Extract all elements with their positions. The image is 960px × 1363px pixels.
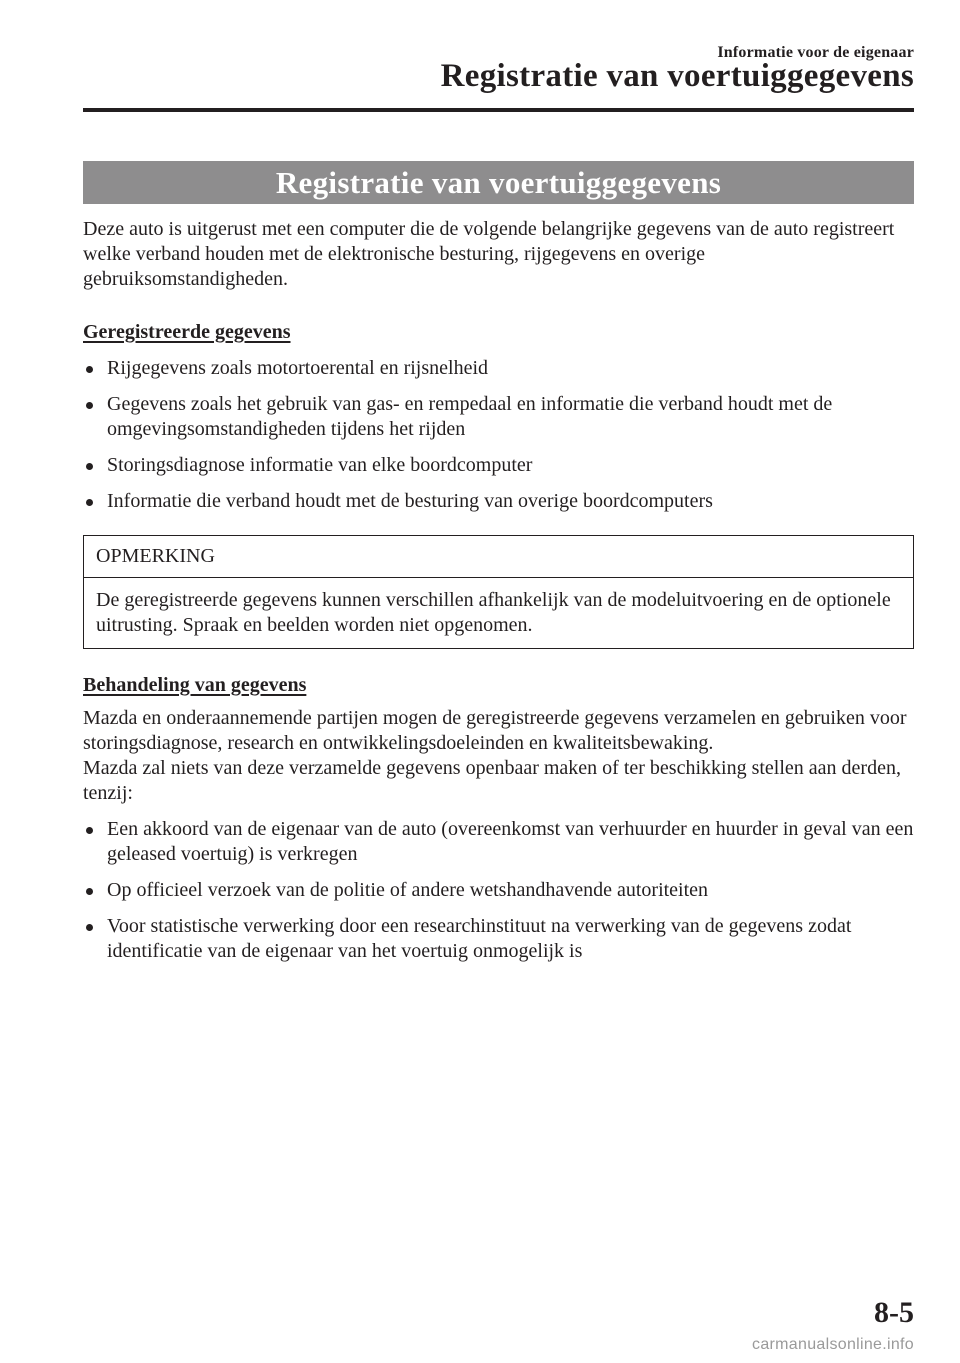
list-item: Rijgegevens zoals motortoerental en rijsnelheid <box>83 356 914 381</box>
section-banner: Registratie van voertuiggegevens <box>83 161 914 204</box>
chapter-header: Informatie voor de eigenaar <box>717 44 914 61</box>
list-item: Voor statistische verwerking door een researchinstituut na verwerking van de gegevens zodat identificatie van de eigenaar van het voertuig onmogelijk is <box>83 914 914 964</box>
page-number: 8-5 <box>874 1296 914 1329</box>
bullet-icon <box>86 402 93 409</box>
list-item: Een akkoord van de eigenaar van de auto (overeenkomst van verhuurder en huurder in geval van een geleased voertuig) is verkregen <box>83 817 914 867</box>
list-item: Informatie die verband houdt met de besturing van overige boordcomputers <box>83 489 914 514</box>
list-item: Gegevens zoals het gebruik van gas- en rempedaal en informatie die verband houdt met de omgevingsomstandigheden tijdens het rijden <box>83 392 914 442</box>
note-title: OPMERKING <box>84 536 913 578</box>
bullet-icon <box>86 463 93 470</box>
note-body: De geregistreerde gegevens kunnen verschillen afhankelijk van de modeluitvoering en de optionele uitrusting. Spraak en beelden worden niet opgenomen. <box>96 589 891 636</box>
recorded-data-list <box>83 356 914 514</box>
page-content <box>83 214 914 964</box>
list-item: Storingsdiagnose informatie van elke boordcomputer <box>83 453 914 478</box>
handling-paragraph-2: Mazda zal niets van deze verzamelde gegevens openbaar maken of ter beschikking stellen aan derden, tenzij: <box>83 757 901 804</box>
bullet-icon <box>86 499 93 506</box>
bullet-icon <box>86 888 93 895</box>
recorded-data-heading: Geregistreerde gegevens <box>83 321 291 343</box>
bullet-icon <box>86 827 93 834</box>
bullet-icon <box>86 366 93 373</box>
data-handling-heading: Behandeling van gegevens <box>83 674 307 696</box>
header-rule <box>83 108 914 112</box>
bullet-icon <box>86 924 93 931</box>
note-box <box>83 535 914 649</box>
section-header: Registratie van voertuiggegevens <box>440 58 914 94</box>
intro-paragraph: Deze auto is uitgerust met een computer die de volgende belangrijke gegevens van de auto registreert welke verband houden met de elektronische besturing, rijgegevens en overige gebruiksomstandigheden. <box>83 218 895 290</box>
list-item: Op officieel verzoek van de politie of andere wetshandhavende autoriteiten <box>83 878 914 903</box>
watermark: carmanualsonline.info <box>752 1336 914 1353</box>
handling-paragraph-1: Mazda en onderaannemende partijen mogen de geregistreerde gegevens verzamelen en gebruiken voor storingsdiagnose, research en ontwikkelingsdoeleinden en kwaliteitsbewaking. <box>83 707 907 754</box>
disclosure-exceptions-list <box>83 817 914 964</box>
